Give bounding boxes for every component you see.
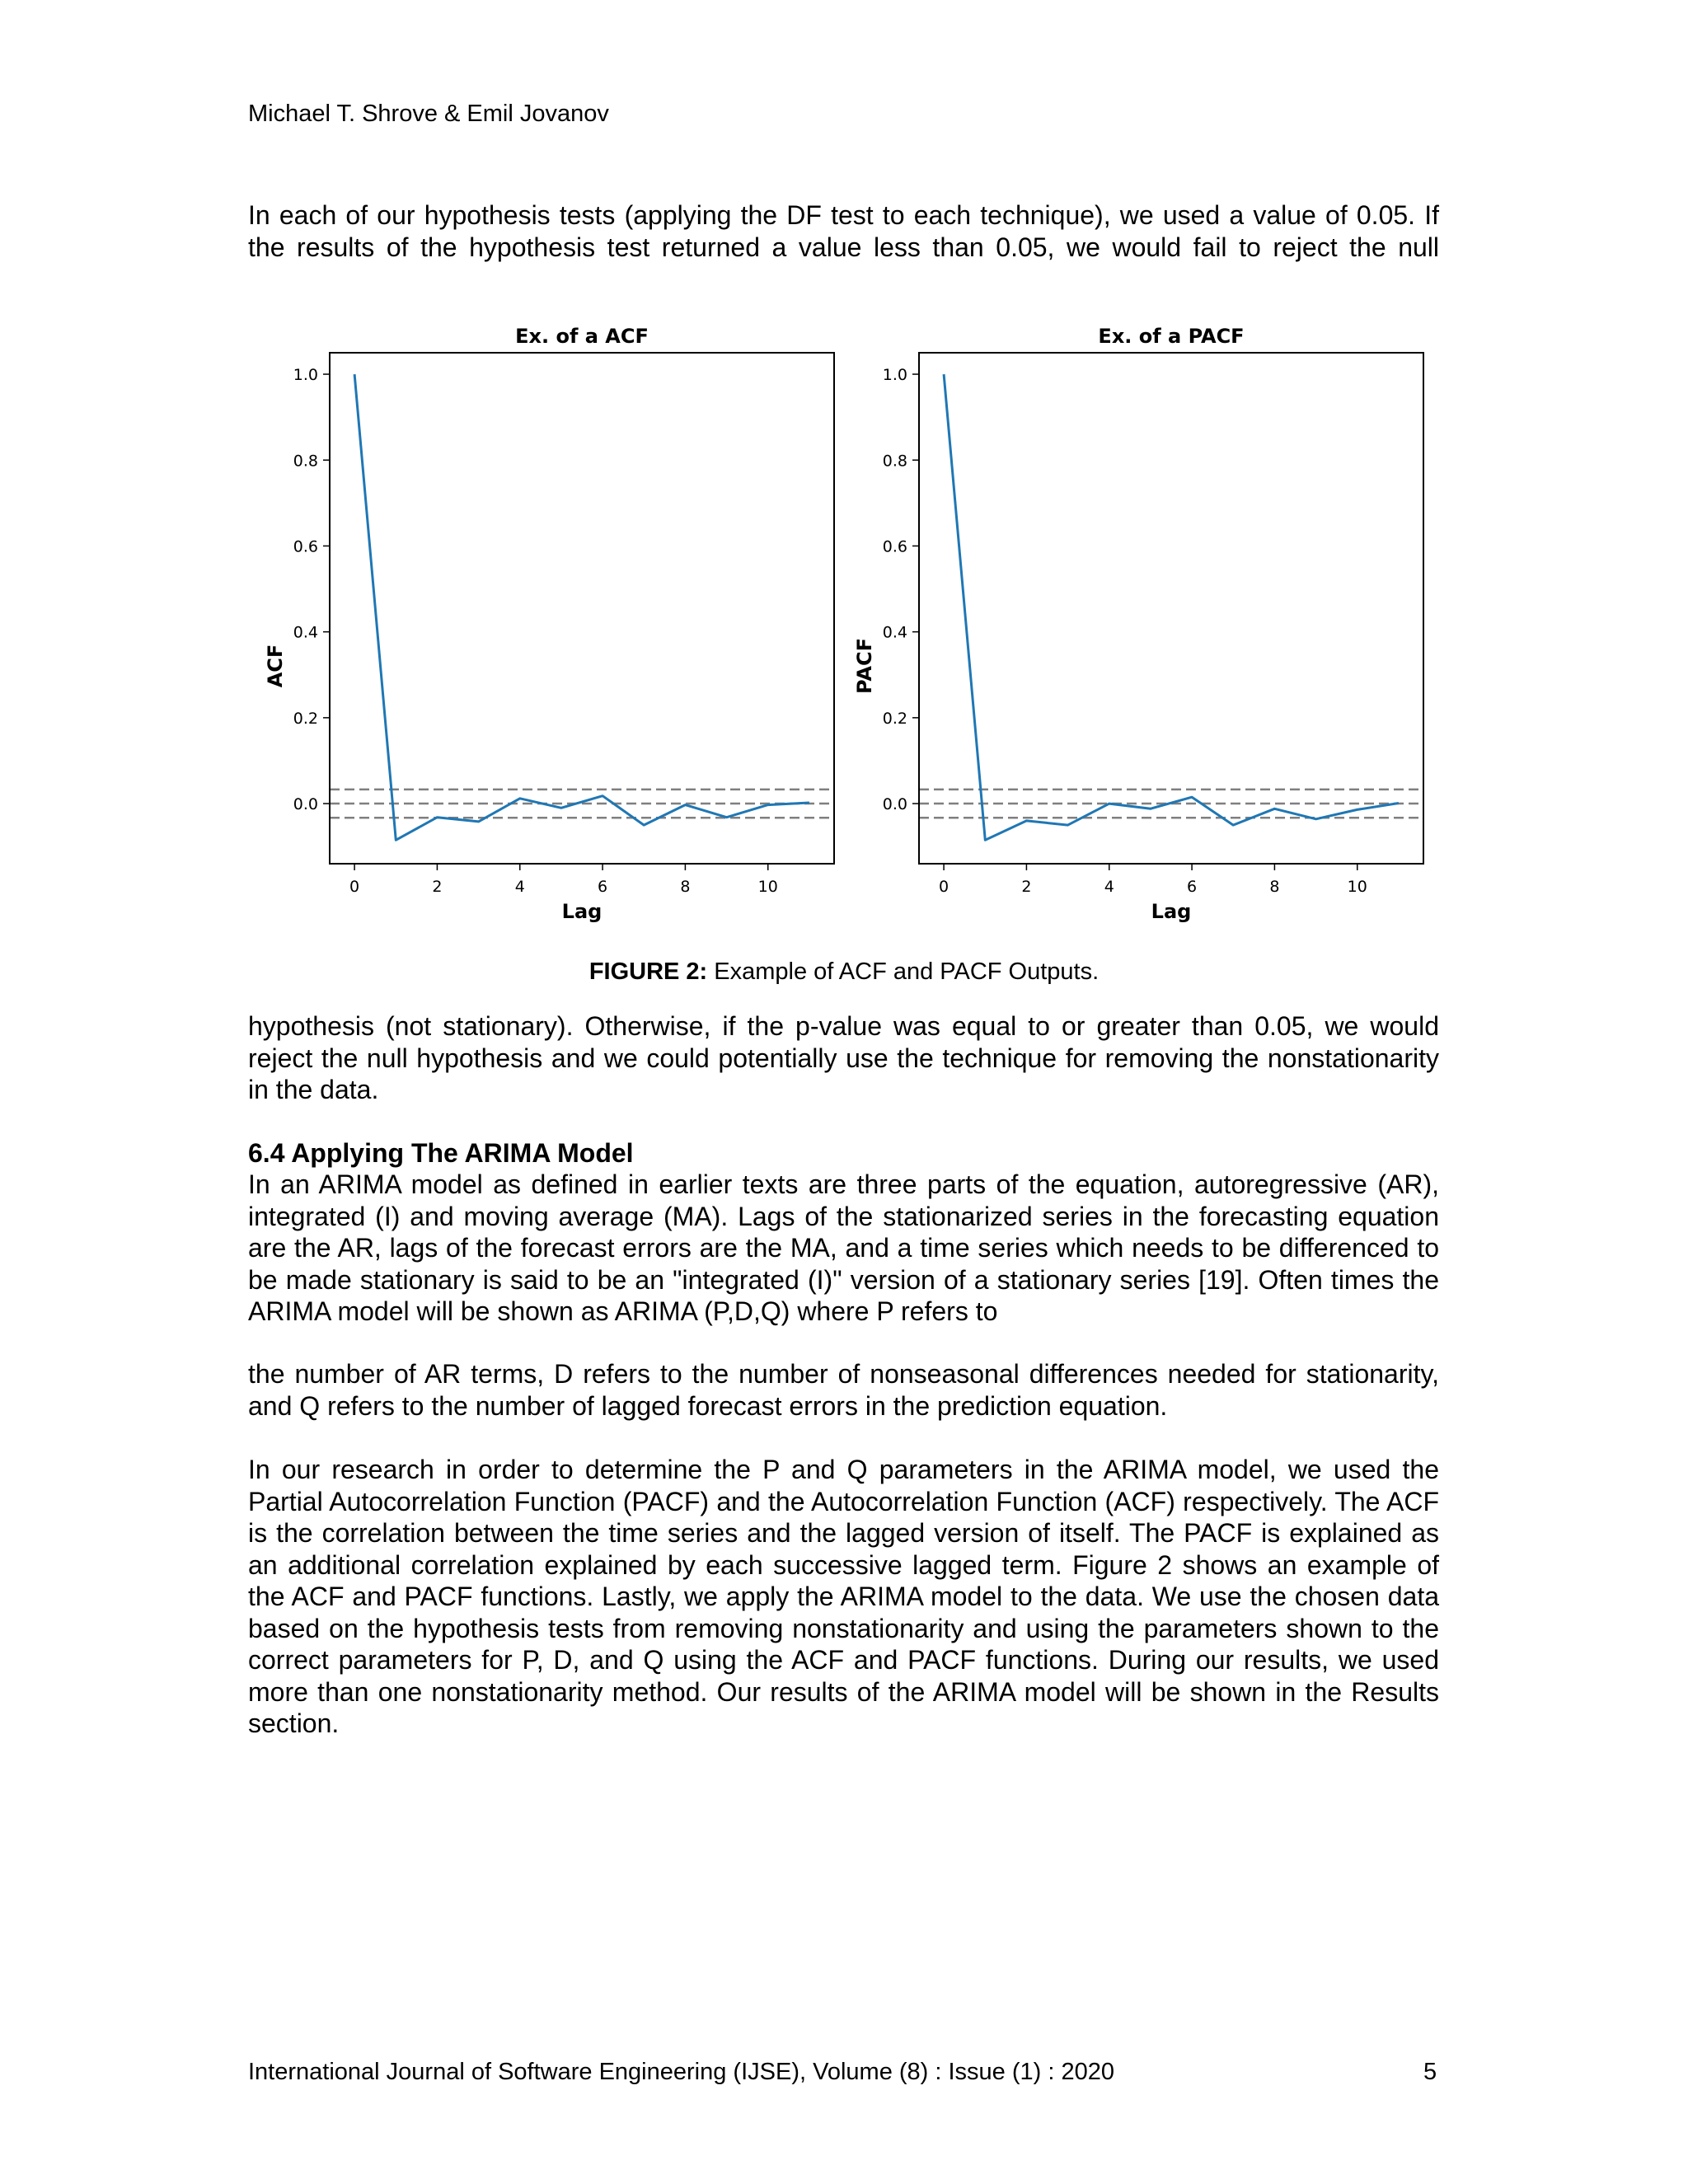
research-paragraph: In our research in order to determine the P and Q parameters in the ARIMA model, we used the Partial Autocorrelation Function (PACF) and the Autocorrelation Function (ACF) respectively. The ACF is the correlation between the time series and the lagged version of itself. The PACF is explained as an additional correlation explained by each successive lagged term. Figure 2 shows an example of the ACF and PACF functions. Lastly, we apply the ARIMA model to the data. We use the chosen data based on the hypothesis tests from removing nonstationarity and using the parameters shown to the correct parameters for P, D, and Q using the ACF and PACF functions. During our results, we used more than one nonstationarity method. Our results of the ARIMA model will be shown in the Results section. [248, 1455, 1439, 1738]
pacf-plot-frame [919, 353, 1423, 864]
acf-y-tick-label-5: 1.0 [293, 366, 318, 385]
footer-journal: International Journal of Software Engineering (IJSE), Volume (8) : Issue (1) : 2020 [248, 2059, 1114, 2085]
acf-x-tick-label-8: 8 [680, 878, 691, 896]
pacf-y-tick-label-4: 0.8 [882, 452, 907, 471]
pacf-x-tick-label-8: 8 [1269, 878, 1280, 896]
acf-chart [247, 313, 841, 948]
acf-x-tick-label-4: 4 [514, 878, 525, 896]
acf-y-axis-label: ACF [264, 644, 287, 688]
arima-paragraph: In an ARIMA model as defined in earlier texts are three parts of the equation, autoregressive (AR), integrated (I) and moving average (MA). Lags of the stationarized series in the forecasting equation are the AR, lags of the forecast errors are the MA, and a time series which needs to be differenced to be made stationary is said to be an "integrated (I)" version of a stationary series [19]. Often times the ARIMA model will be shown as ARIMA (P,D,Q) where P refers to [248, 1169, 1439, 1326]
acf-x-tick-label-6: 6 [598, 878, 608, 896]
intro-paragraph: In each of our hypothesis tests (applying the DF test to each technique), we used a value of 0.05. If the results of the hypothesis test returned a value less than 0.05, we would fail to reject the null [248, 200, 1439, 262]
running-header-authors: Michael T. Shrove & Emil Jovanov [248, 101, 609, 127]
hypothesis-paragraph: hypothesis (not stationary). Otherwise, if the p-value was equal to or greater than 0.05, we would reject the null hypothesis and we could potentially use the technique for removing the nonstationarity in the data. [248, 1011, 1439, 1104]
acf-chart-title: Ex. of a ACF [515, 325, 649, 348]
figure-2 [247, 313, 1451, 948]
acf-x-axis-label: Lag [561, 900, 603, 923]
acf-y-tick-label-1: 0.2 [293, 709, 318, 728]
section-heading: 6.4 Applying The ARIMA Model [248, 1138, 634, 1168]
page-number: 5 [1423, 2059, 1437, 2085]
acf-y-tick-label-0: 0.0 [293, 795, 318, 814]
pacf-y-tick-label-1: 0.2 [882, 709, 907, 728]
pacf-y-tick-label-5: 1.0 [882, 366, 907, 385]
acf-plot-frame [330, 353, 834, 864]
pacf-series-line [944, 374, 1399, 840]
pacf-x-axis-label: Lag [1151, 900, 1192, 923]
pacf-x-tick-label-2: 2 [1021, 878, 1032, 896]
pacf-y-tick-label-0: 0.0 [882, 795, 907, 814]
acf-y-tick-label-3: 0.6 [293, 537, 318, 556]
acf-x-tick-label-10: 10 [757, 878, 778, 896]
pacf-chart [837, 313, 1430, 948]
acf-y-tick-label-2: 0.4 [293, 623, 318, 642]
pacf-x-tick-label-6: 6 [1187, 878, 1198, 896]
pacf-x-tick-label-4: 4 [1104, 878, 1114, 896]
figure-caption [0, 956, 1688, 987]
acf-y-tick-label-4: 0.8 [293, 452, 318, 471]
acf-x-tick-label-0: 0 [349, 878, 360, 896]
acf-series-line [354, 374, 809, 840]
figure-caption-text: Example of ACF and PACF Outputs. [707, 958, 1100, 985]
arima-paragraph-continued: the number of AR terms, D refers to the number of nonseasonal differences needed for stationarity, and Q refers to the number of lagged forecast errors in the prediction equation. [248, 1359, 1439, 1421]
pacf-chart-title: Ex. of a PACF [1098, 325, 1245, 348]
pacf-x-tick-label-10: 10 [1347, 878, 1367, 896]
acf-x-tick-label-2: 2 [432, 878, 443, 896]
pacf-y-axis-label: PACF [853, 638, 876, 694]
figure-caption-label: FIGURE 2: [588, 958, 708, 985]
pacf-x-tick-label-0: 0 [939, 878, 950, 896]
pacf-y-tick-label-2: 0.4 [882, 623, 907, 642]
pacf-y-tick-label-3: 0.6 [882, 537, 907, 556]
